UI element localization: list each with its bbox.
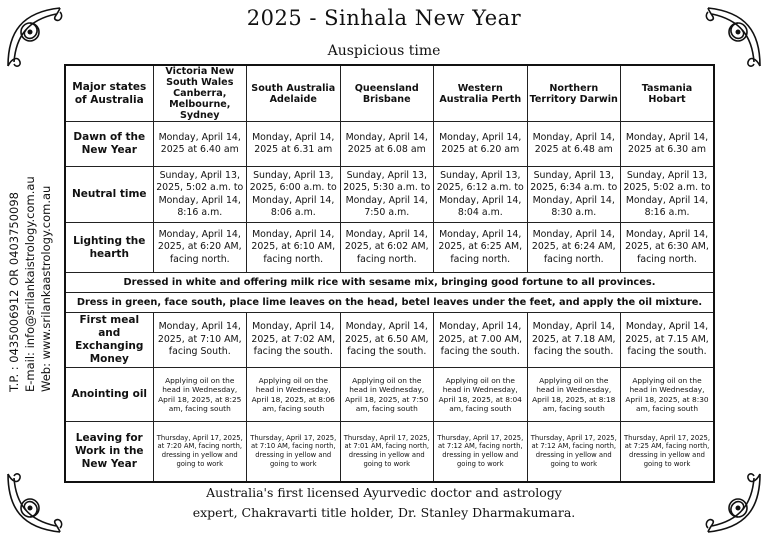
table-cell: Monday, April 14, 2025 at 6.48 am [527,122,621,167]
table-cell: Monday, April 14, 2025, at 6.50 AM, facing the south. [340,313,434,368]
row-header: Leaving for Work in the New Year [65,422,153,482]
span-note: Dress in green, face south, place lime leaves on the head, betel leaves under the feet, and apply the oil mixture. [65,293,714,313]
table-cell: Monday, April 14, 2025, at 6:25 AM, facing north. [434,223,528,273]
table-cell: Applying oil on the head in Wednesday, April 18, 2025, at 8:25 am, facing south [153,368,247,422]
table-cell: Thursday, April 17, 2025, at 7:12 AM, facing north, dressing in yellow and going to work [527,422,621,482]
row-header: Lighting the hearth [65,223,153,273]
footer-credit [120,483,648,523]
page-title: 2025 - Sinhala New Year [246,6,522,30]
footer-line-2: expert, Chakravarti title holder, Dr. Stanley Dharmakumara. [192,505,576,520]
column-header: Victoria New South Wales Canberra, Melbourne, Sydney [153,65,247,122]
table-cell: Thursday, April 17, 2025, at 7:01 AM, facing north, dressing in yellow and going to work [340,422,434,482]
table-cell: Sunday, April 13, 2025, 6:34 a.m. to Monday, April 14, 8:30 a.m. [527,167,621,223]
table-cell: Thursday, April 17, 2025, at 7:20 AM, facing north, dressing in yellow and going to work [153,422,247,482]
row-header: Dawn of the New Year [65,122,153,167]
table-cell: Monday, April 14, 2025, at 7.00 AM, facing the south. [434,313,528,368]
column-header: Queensland Brisbane [340,65,434,122]
contact-web: Web: www.srilankaastrology.com.au [39,185,53,392]
column-header: Tasmania Hobart [621,65,715,122]
table-row [65,368,714,422]
footer-line-1: Australia's first licensed Ayurvedic doctor and astrology [206,485,562,500]
table-row [65,167,714,223]
table-cell: Monday, April 14, 2025 at 6.40 am [153,122,247,167]
table-cell: Thursday, April 17, 2025, at 7:10 AM, facing north, dressing in yellow and going to work [247,422,341,482]
table-cell: Monday, April 14, 2025, at 6:30 AM, facing north. [621,223,715,273]
table-cell: Monday, April 14, 2025, at 7:10 AM, facing South. [153,313,247,368]
row-header: Neutral time [65,167,153,223]
table-cell: Applying oil on the head in Wednesday, April 18, 2025, at 8:30 am, facing south [621,368,715,422]
table-cell: Monday, April 14, 2025, at 6:20 AM, facing north. [153,223,247,273]
table-cell: Thursday, April 17, 2025, at 7:12 AM, facing north, dressing in yellow and going to work [434,422,528,482]
table-cell: Sunday, April 13, 2025, 5:30 a.m. to Monday, April 14, 7:50 a.m. [340,167,434,223]
table-cell: Sunday, April 13, 2025, 5:02 a.m. to Monday, April 14, 8:16 a.m. [621,167,715,223]
table-span-row [65,273,714,293]
table-cell: Monday, April 14, 2025, at 6:24 AM, facing north. [527,223,621,273]
table-row [65,223,714,273]
table-row [65,422,714,482]
column-header: Western Australia Perth [434,65,528,122]
table-span-row [65,293,714,313]
table-cell: Monday, April 14, 2025, at 7.15 AM, facing the south. [621,313,715,368]
table-cell: Monday, April 14, 2025 at 6.20 am [434,122,528,167]
table-cell: Sunday, April 13, 2025, 6:12 a.m. to Monday, April 14, 8:04 a.m. [434,167,528,223]
table-cell: Monday, April 14, 2025, at 7.18 AM, facing the south. [527,313,621,368]
table-cell: Applying oil on the head in Wednesday, April 18, 2025, at 8:06 am, facing south [247,368,341,422]
span-note: Dressed in white and offering milk rice with sesame mix, bringing good fortune to all provinces. [65,273,714,293]
table-cell: Monday, April 14, 2025, at 6:10 AM, facing north. [247,223,341,273]
contact-email: E-mail: info@srilankaistrology.com.au [23,176,37,392]
table-cell: Monday, April 14, 2025, at 6:02 AM, facing north. [340,223,434,273]
page-subtitle: Auspicious time [327,43,441,59]
table-cell: Applying oil on the head in Wednesday, April 18, 2025, at 8:04 am, facing south [434,368,528,422]
table-header-row [65,65,714,122]
table-cell: Monday, April 14, 2025, at 7:02 AM, facing the south. [247,313,341,368]
table-cell: Sunday, April 13, 2025, 5:02 a.m. to Monday, April 14, 8:16 a.m. [153,167,247,223]
table-cell: Applying oil on the head in Wednesday, April 18, 2025, at 8:18 am, facing south [527,368,621,422]
row-header: Anointing oil [65,368,153,422]
table-row [65,313,714,368]
row-header: First meal and Exchanging Money [65,313,153,368]
table-cell: Monday, April 14, 2025 at 6.31 am [247,122,341,167]
auspicious-times-table [64,64,715,483]
table-cell: Sunday, April 13, 2025, 6:00 a.m. to Monday, April 14, 8:06 a.m. [247,167,341,223]
corner-flourish-icon [2,468,72,538]
corner-header: Major states of Australia [65,65,153,122]
contact-info [6,62,54,392]
table-cell: Monday, April 14, 2025 at 6.08 am [340,122,434,167]
table-row [65,122,714,167]
contact-phone: T.P. : 0435006912 OR 0403750098 [7,192,21,392]
table-cell: Monday, April 14, 2025 at 6.30 am [621,122,715,167]
table-cell: Applying oil on the head in Wednesday, April 18, 2025, at 7:50 am, facing south [340,368,434,422]
column-header: South Australia Adelaide [247,65,341,122]
table-cell: Thursday, April 17, 2025, at 7:25 AM, facing north, dressing in yellow and going to work [621,422,715,482]
column-header: Northern Territory Darwin [527,65,621,122]
